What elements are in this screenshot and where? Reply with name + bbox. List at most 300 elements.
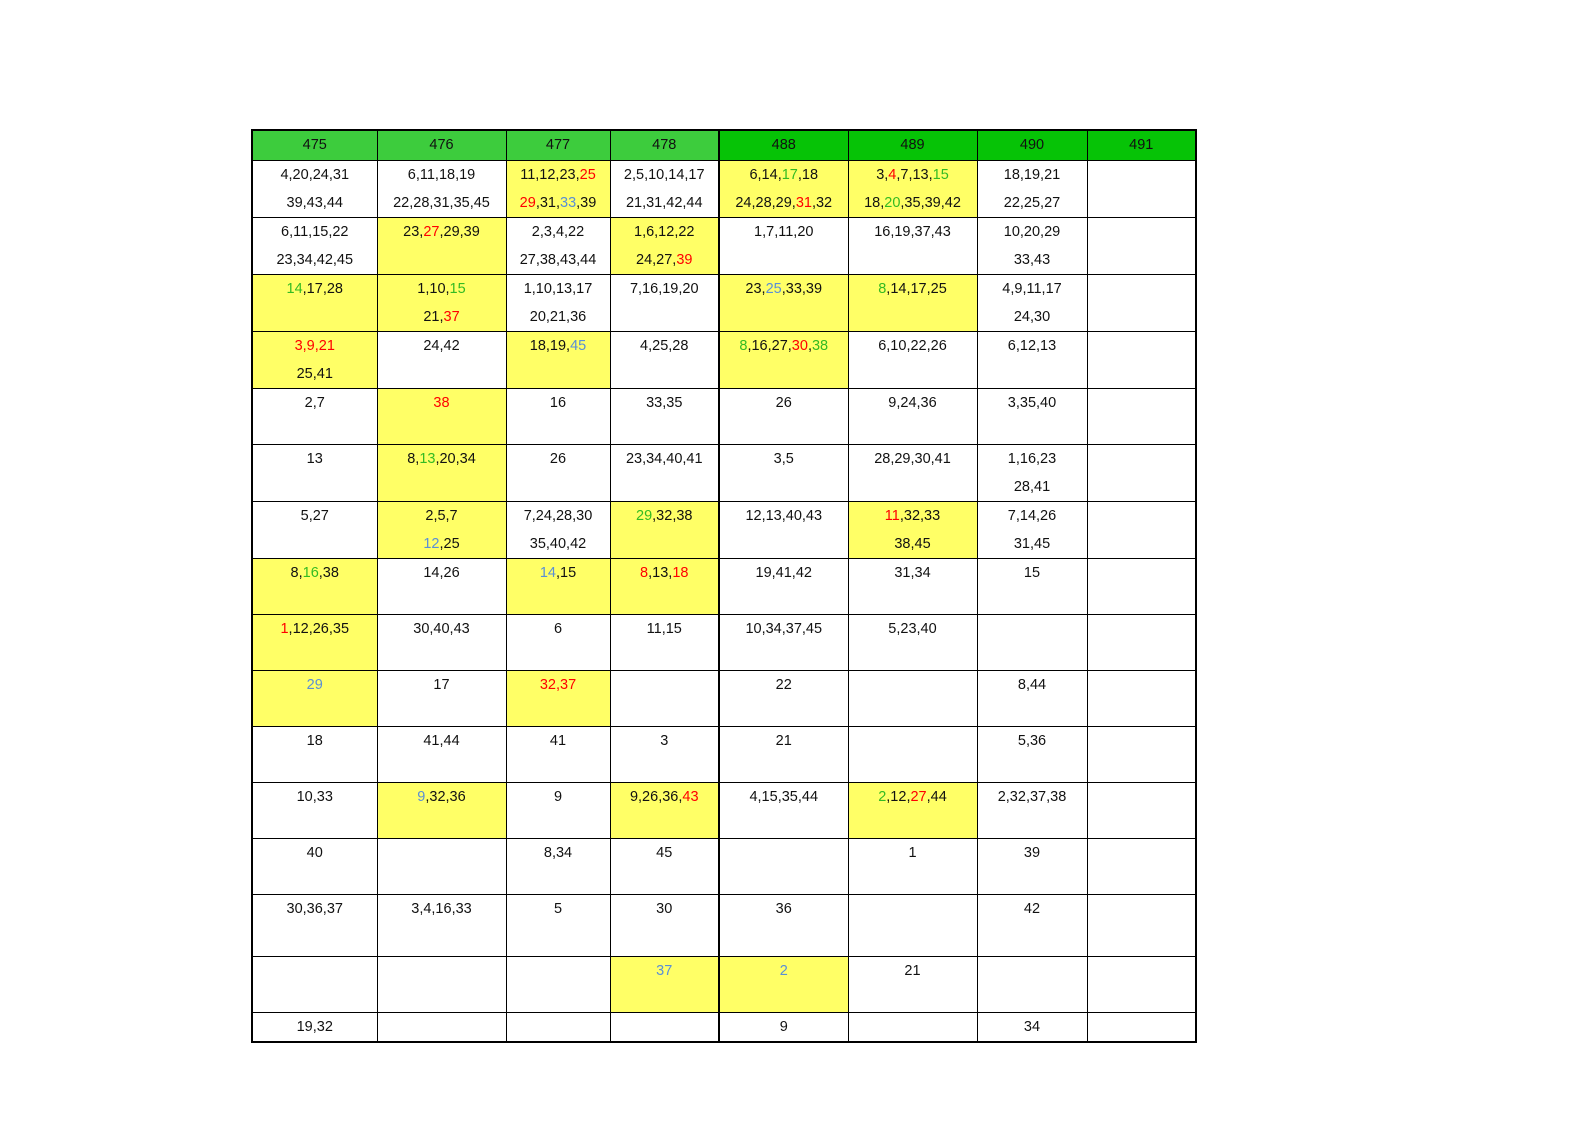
cell-number-segment: 2,5,7 <box>425 508 458 524</box>
cell-line <box>611 559 719 587</box>
table-cell-col-475 <box>252 502 377 559</box>
cell-line <box>849 161 977 189</box>
cell-number-segment: 29 <box>519 195 536 211</box>
cell-number-segment: 15 <box>1023 565 1041 581</box>
cell-line <box>507 218 610 246</box>
cell-line <box>978 671 1087 699</box>
cell-number-segment: 20,21,36 <box>529 309 587 325</box>
cell-number-segment: 11,15 <box>646 621 682 637</box>
cell-number-segment: 21,31,42,44 <box>625 195 703 211</box>
table-cell-col-489 <box>848 895 977 957</box>
cell-number-segment: 7,14,26 <box>1007 508 1057 524</box>
cell-number-segment: 1 <box>908 845 917 861</box>
table-cell-col-491 <box>1087 275 1196 332</box>
cell-number-segment: 9,24,36 <box>888 395 937 411</box>
table-cell-col-490 <box>977 445 1087 502</box>
table-cell-col-475 <box>252 957 377 1013</box>
cell-line <box>378 189 506 217</box>
table-cell-col-490 <box>977 839 1087 895</box>
table-cell-col-488 <box>719 895 848 957</box>
table-cell-col-489 <box>848 161 977 218</box>
cell-number-segment: 35,40,42 <box>529 536 587 552</box>
cell-number-segment: 6 <box>553 621 563 637</box>
cell-line <box>378 530 506 558</box>
table-cell-col-489 <box>848 332 977 389</box>
table-cell-col-488 <box>719 502 848 559</box>
cell-number-segment: 9 <box>417 789 426 805</box>
cell-line <box>978 530 1087 558</box>
cell-number-segment: 2 <box>878 789 887 805</box>
cell-line <box>253 502 377 530</box>
cell-number-segment: 4,25,28 <box>640 338 689 354</box>
cell-number-segment: 20 <box>884 195 901 211</box>
cell-number-segment: 15 <box>449 281 466 297</box>
table-cell-col-491 <box>1087 895 1196 957</box>
cell-number-segment: 5,27 <box>300 508 329 524</box>
cell-line <box>507 671 610 699</box>
table-row <box>252 389 1196 445</box>
cell-number-segment: 34 <box>1023 1019 1041 1035</box>
cell-line <box>253 161 377 189</box>
table-cell-col-477 <box>506 671 610 727</box>
cell-line <box>978 246 1087 274</box>
table-cell-col-476 <box>377 957 506 1013</box>
cell-line <box>253 445 377 473</box>
cell-number-segment: , <box>807 338 812 354</box>
cell-number-segment: 24,42 <box>423 338 460 354</box>
cell-number-segment: 5,23,40 <box>888 621 937 637</box>
cell-line <box>378 218 506 246</box>
table-cell-col-489 <box>848 1013 977 1043</box>
table-cell-col-477 <box>506 839 610 895</box>
cell-line <box>611 615 719 643</box>
table-row <box>252 218 1196 275</box>
table-cell-col-490 <box>977 332 1087 389</box>
cell-line <box>378 161 506 189</box>
cell-number-segment: 19,41,42 <box>755 565 812 581</box>
cell-line <box>253 246 377 274</box>
cell-line <box>849 783 977 811</box>
cell-number-segment: 40 <box>306 845 323 861</box>
cell-number-segment: 16 <box>549 395 567 411</box>
cell-line <box>253 727 377 755</box>
table-cell-col-477 <box>506 502 610 559</box>
cell-number-segment: ,13, <box>648 565 673 581</box>
cell-number-segment: 21 <box>775 733 792 749</box>
cell-number-segment: 13 <box>306 451 323 467</box>
cell-line <box>611 332 719 360</box>
table-row <box>252 275 1196 332</box>
table-cell-col-491 <box>1087 957 1196 1013</box>
table-cell-col-490 <box>977 1013 1087 1043</box>
cell-number-segment: 38 <box>433 395 450 411</box>
cell-number-segment: 17 <box>433 677 450 693</box>
table-cell-col-478 <box>610 502 719 559</box>
cell-number-segment: 2,5,10,14,17 <box>623 167 705 183</box>
cell-number-segment: ,35,39,42 <box>900 195 961 211</box>
cell-line <box>253 783 377 811</box>
table-cell-col-478 <box>610 275 719 332</box>
table-cell-col-489 <box>848 559 977 615</box>
table-cell-col-490 <box>977 389 1087 445</box>
table-cell-col-491 <box>1087 502 1196 559</box>
cell-number-segment: ,33,39 <box>781 281 823 297</box>
cell-number-segment: 11 <box>884 508 900 524</box>
table-cell-col-477 <box>506 727 610 783</box>
cell-line <box>720 727 848 755</box>
cell-number-segment: 14 <box>286 281 303 297</box>
table-row <box>252 332 1196 389</box>
cell-line <box>253 360 377 388</box>
table-cell-col-490 <box>977 671 1087 727</box>
column-header-478: 478 <box>610 130 719 161</box>
table-cell-col-475 <box>252 389 377 445</box>
cell-line <box>253 218 377 246</box>
cell-number-segment: 1,10,13,17 <box>523 281 593 297</box>
cell-line <box>378 389 506 417</box>
table-cell-col-490 <box>977 161 1087 218</box>
cell-number-segment: 2,32,37,38 <box>997 789 1067 805</box>
cell-number-segment: ,44 <box>926 789 947 805</box>
cell-line <box>720 445 848 473</box>
table-cell-col-489 <box>848 502 977 559</box>
cell-number-segment: ,18 <box>797 167 819 183</box>
column-header-491: 491 <box>1087 130 1196 161</box>
cell-number-segment: 18 <box>306 733 323 749</box>
cell-line <box>378 783 506 811</box>
cell-number-segment: 30,36,37 <box>286 901 343 917</box>
table-cell-col-477 <box>506 615 610 671</box>
cell-line <box>507 727 610 755</box>
cell-number-segment: 24,30 <box>1013 309 1051 325</box>
table-cell-col-491 <box>1087 783 1196 839</box>
cell-line <box>720 783 848 811</box>
cell-number-segment: 19,32 <box>296 1019 333 1035</box>
cell-number-segment: 8 <box>640 565 649 581</box>
cell-line <box>978 895 1087 923</box>
cell-line <box>611 445 719 473</box>
table-cell-col-491 <box>1087 671 1196 727</box>
table-cell-col-488 <box>719 389 848 445</box>
table-cell-col-476 <box>377 783 506 839</box>
cell-line <box>507 839 610 867</box>
number-grid-table <box>251 129 1197 1043</box>
table-cell-col-477 <box>506 275 610 332</box>
table-cell-col-491 <box>1087 559 1196 615</box>
grid-body <box>252 161 1196 1043</box>
cell-line <box>507 559 610 587</box>
cell-line <box>720 671 848 699</box>
cell-line <box>253 671 377 699</box>
cell-line <box>978 502 1087 530</box>
table-row <box>252 445 1196 502</box>
cell-number-segment: 7,16,19,20 <box>629 281 699 297</box>
cell-number-segment: 10,33 <box>296 789 333 805</box>
cell-line <box>978 445 1087 473</box>
table-cell-col-491 <box>1087 839 1196 895</box>
cell-number-segment: ,32,36 <box>425 789 466 805</box>
table-cell-col-477 <box>506 332 610 389</box>
table-row <box>252 1013 1196 1043</box>
cell-number-segment: ,31, <box>535 195 560 211</box>
column-header-476: 476 <box>377 130 506 161</box>
cell-line <box>611 161 719 189</box>
table-cell-col-490 <box>977 275 1087 332</box>
table-cell-col-488 <box>719 445 848 502</box>
table-cell-col-478 <box>610 895 719 957</box>
cell-line <box>720 389 848 417</box>
cell-line <box>378 332 506 360</box>
cell-number-segment: 16,19,37,43 <box>874 224 951 240</box>
cell-line <box>611 783 719 811</box>
cell-line <box>720 161 848 189</box>
cell-line <box>720 218 848 246</box>
column-header-477: 477 <box>506 130 610 161</box>
table-cell-col-491 <box>1087 332 1196 389</box>
cell-line <box>507 389 610 417</box>
table-cell-col-476 <box>377 502 506 559</box>
cell-number-segment: ,7,13, <box>896 167 933 183</box>
table-cell-col-478 <box>610 671 719 727</box>
table-cell-col-478 <box>610 839 719 895</box>
cell-line <box>978 839 1087 867</box>
cell-line <box>253 559 377 587</box>
cell-number-segment: 18 <box>672 565 689 581</box>
table-cell-col-488 <box>719 332 848 389</box>
table-cell-col-488 <box>719 218 848 275</box>
cell-number-segment: 12 <box>423 536 440 552</box>
cell-line <box>978 389 1087 417</box>
cell-line <box>720 275 848 303</box>
cell-line <box>253 839 377 867</box>
cell-number-segment: 45 <box>570 338 587 354</box>
cell-number-segment: 32,37 <box>539 677 577 693</box>
cell-number-segment: 16 <box>302 565 319 581</box>
cell-number-segment: 18, <box>864 195 885 211</box>
table-cell-col-489 <box>848 727 977 783</box>
cell-number-segment: 10,34,37,45 <box>745 621 823 637</box>
cell-line <box>378 615 506 643</box>
cell-number-segment: 21, <box>423 309 444 325</box>
cell-number-segment: 5 <box>553 901 563 917</box>
cell-number-segment: 25 <box>579 167 596 183</box>
table-row <box>252 559 1196 615</box>
table-cell-col-475 <box>252 895 377 957</box>
cell-number-segment: 33,35 <box>646 395 683 411</box>
cell-number-segment: ,14,17,25 <box>886 281 947 297</box>
column-header-490: 490 <box>977 130 1087 161</box>
cell-number-segment: 31 <box>795 195 812 211</box>
cell-line <box>611 502 719 530</box>
cell-number-segment: 30,40,43 <box>413 621 470 637</box>
table-cell-col-475 <box>252 445 377 502</box>
cell-number-segment: 5,36 <box>1017 733 1047 749</box>
table-cell-col-475 <box>252 559 377 615</box>
cell-number-segment: 30 <box>656 901 673 917</box>
table-cell-col-490 <box>977 559 1087 615</box>
cell-line <box>378 727 506 755</box>
table-cell-col-476 <box>377 839 506 895</box>
table-cell-col-488 <box>719 727 848 783</box>
cell-line <box>849 502 977 530</box>
table-cell-col-488 <box>719 615 848 671</box>
cell-number-segment: 15 <box>932 167 949 183</box>
table-cell-col-478 <box>610 727 719 783</box>
cell-line <box>978 218 1087 246</box>
cell-line <box>507 530 610 558</box>
cell-line <box>978 275 1087 303</box>
cell-number-segment: 1 <box>280 621 289 637</box>
cell-number-segment: 22,25,27 <box>1003 195 1061 211</box>
cell-number-segment: 39 <box>1023 845 1041 861</box>
cell-number-segment: 3 <box>660 733 669 749</box>
cell-number-segment: 21 <box>904 963 921 979</box>
table-row <box>252 615 1196 671</box>
cell-number-segment: 3,35,40 <box>1007 395 1057 411</box>
cell-number-segment: 1,7,11,20 <box>754 224 814 240</box>
cell-line <box>253 275 377 303</box>
cell-line <box>978 161 1087 189</box>
table-cell-col-489 <box>848 615 977 671</box>
cell-line <box>253 389 377 417</box>
table-cell-col-475 <box>252 218 377 275</box>
table-cell-col-478 <box>610 957 719 1013</box>
cell-line <box>378 502 506 530</box>
cell-line <box>849 389 977 417</box>
cell-number-segment: 4,15,35,44 <box>749 789 819 805</box>
table-cell-col-490 <box>977 727 1087 783</box>
cell-number-segment: 37 <box>443 309 460 325</box>
cell-line <box>849 332 977 360</box>
table-cell-col-478 <box>610 389 719 445</box>
cell-number-segment: ,32 <box>811 195 833 211</box>
cell-number-segment: 8 <box>739 338 748 354</box>
cell-number-segment: 25,41 <box>296 366 333 382</box>
cell-number-segment: 26 <box>549 451 567 467</box>
cell-number-segment: 30 <box>791 338 808 354</box>
cell-number-segment: 23, <box>403 224 424 240</box>
table-cell-col-476 <box>377 615 506 671</box>
cell-number-segment: 36 <box>775 901 792 917</box>
table-cell-col-478 <box>610 1013 719 1043</box>
cell-number-segment: 3, <box>876 167 889 183</box>
cell-line <box>849 218 977 246</box>
cell-line <box>611 246 719 274</box>
table-cell-col-491 <box>1087 727 1196 783</box>
cell-number-segment: 31,34 <box>894 565 931 581</box>
table-cell-col-488 <box>719 783 848 839</box>
table-cell-col-489 <box>848 839 977 895</box>
cell-line <box>978 473 1087 501</box>
table-cell-col-475 <box>252 161 377 218</box>
cell-number-segment: ,25 <box>439 536 460 552</box>
cell-line <box>611 275 719 303</box>
table-cell-col-477 <box>506 1013 610 1043</box>
cell-number-segment: 8, <box>290 565 303 581</box>
table-cell-col-476 <box>377 671 506 727</box>
cell-number-segment: 33 <box>560 195 577 211</box>
cell-line <box>611 895 719 923</box>
table-cell-col-477 <box>506 895 610 957</box>
cell-number-segment: 18,19, <box>529 338 571 354</box>
cell-number-segment: 18,19,21 <box>1003 167 1061 183</box>
table-row <box>252 839 1196 895</box>
table-cell-col-476 <box>377 445 506 502</box>
table-cell-col-475 <box>252 727 377 783</box>
table-cell-col-478 <box>610 615 719 671</box>
cell-number-segment: 33,43 <box>1013 252 1051 268</box>
table-cell-col-491 <box>1087 615 1196 671</box>
cell-line <box>507 246 610 274</box>
table-cell-col-490 <box>977 615 1087 671</box>
cell-line <box>720 615 848 643</box>
table-cell-col-475 <box>252 783 377 839</box>
table-cell-col-476 <box>377 332 506 389</box>
cell-number-segment: 41,44 <box>423 733 460 749</box>
cell-line <box>507 615 610 643</box>
cell-number-segment: 29 <box>306 677 323 693</box>
cell-line <box>378 895 506 923</box>
cell-line <box>720 332 848 360</box>
table-cell-col-491 <box>1087 218 1196 275</box>
cell-number-segment: 22,28,31,35,45 <box>393 195 490 211</box>
cell-number-segment: 24,27, <box>636 252 677 268</box>
cell-line <box>507 502 610 530</box>
cell-number-segment: 23,34,40,41 <box>625 451 703 467</box>
cell-number-segment: 39 <box>676 252 693 268</box>
cell-line <box>378 559 506 587</box>
table-cell-col-491 <box>1087 445 1196 502</box>
cell-number-segment: 23,34,42,45 <box>276 252 354 268</box>
cell-line <box>849 275 977 303</box>
cell-number-segment: 42 <box>1023 901 1041 917</box>
cell-number-segment: 9 <box>553 789 563 805</box>
table-cell-col-491 <box>1087 161 1196 218</box>
cell-line <box>378 303 506 331</box>
table-cell-col-475 <box>252 332 377 389</box>
table-cell-col-475 <box>252 839 377 895</box>
table-cell-col-489 <box>848 445 977 502</box>
cell-line <box>720 895 848 923</box>
table-cell-col-490 <box>977 218 1087 275</box>
cell-number-segment: ,12, <box>886 789 911 805</box>
cell-number-segment: 41 <box>549 733 567 749</box>
cell-number-segment: 8 <box>878 281 887 297</box>
table-cell-col-478 <box>610 559 719 615</box>
cell-number-segment: 14,26 <box>423 565 460 581</box>
cell-number-segment: 6,12,13 <box>1007 338 1057 354</box>
cell-line <box>978 332 1087 360</box>
cell-number-segment: 26 <box>775 395 792 411</box>
cell-number-segment: ,39 <box>576 195 597 211</box>
table-row <box>252 727 1196 783</box>
cell-number-segment: 2,7 <box>304 395 325 411</box>
cell-number-segment: 4,9,11,17 <box>1002 281 1062 297</box>
cell-number-segment: 8, <box>407 451 420 467</box>
table-cell-col-475 <box>252 615 377 671</box>
cell-line <box>611 839 719 867</box>
table-cell-col-476 <box>377 559 506 615</box>
cell-line <box>611 727 719 755</box>
table-cell-col-490 <box>977 502 1087 559</box>
table-cell-col-477 <box>506 445 610 502</box>
cell-number-segment: 3,4,16,33 <box>411 901 472 917</box>
cell-number-segment: 6,10,22,26 <box>878 338 947 354</box>
cell-number-segment: 2,3,4,22 <box>531 224 585 240</box>
table-row <box>252 783 1196 839</box>
cell-line <box>720 189 848 217</box>
table-cell-col-478 <box>610 445 719 502</box>
